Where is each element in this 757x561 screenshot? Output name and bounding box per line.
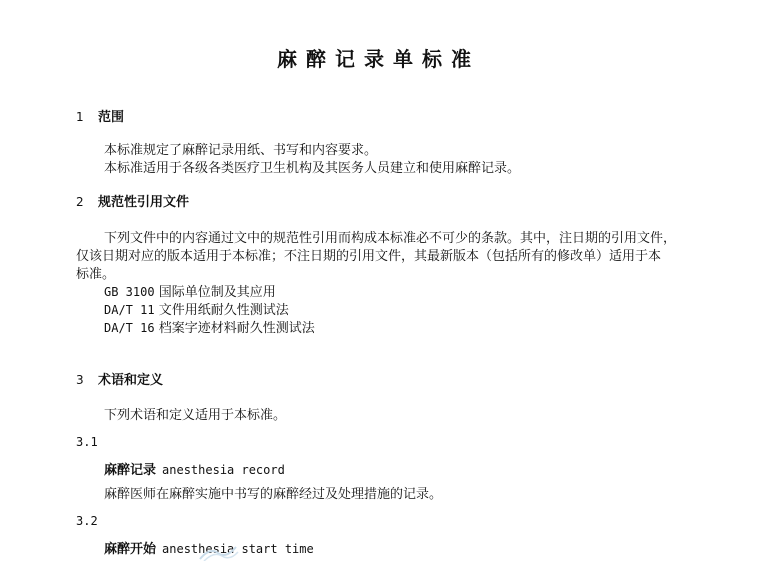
section-number: 2 [76,195,84,209]
term-heading [104,461,285,477]
watermark-logo-icon [196,541,240,561]
normative-para-line-2: 仅该日期对应的版本适用于本标准；不注日期的引用文件，其最新版本（包括所有的修改单）适用于本 [76,249,662,264]
term-chinese: 麻醉记录 [104,463,157,478]
section-title: 术语和定义 [98,373,164,388]
reference-item [104,322,315,335]
scope-line-1: 本标准规定了麻醉记录用纸、书写和内容要求。 [104,143,378,158]
reference-title: 档案字迹材料耐久性测试法 [158,321,315,336]
section-number: 1 [76,110,84,124]
reference-item [104,304,289,317]
document-title: 麻醉记录单标准 [277,47,480,71]
term-english: anesthesia record [162,463,285,477]
section-1-heading [76,111,124,124]
section-number: 3 [76,373,84,387]
terms-intro: 下列术语和定义适用于本标准。 [104,408,287,423]
term-number: 3.1 [76,435,98,449]
reference-item [104,286,276,299]
reference-title: 国际单位制及其应用 [158,285,276,300]
section-title: 规范性引用文件 [98,195,190,210]
section-title: 范围 [98,110,125,125]
term-number: 3.2 [76,514,98,528]
normative-para-line-3: 标准。 [76,267,116,282]
term-chinese: 麻醉开始 [104,542,157,557]
section-3-heading [76,374,163,387]
reference-title: 文件用纸耐久性测试法 [158,303,289,318]
reference-code: DA/T 16 [104,321,155,335]
scope-line-2: 本标准适用于各级各类医疗卫生机构及其医务人员建立和使用麻醉记录。 [104,161,521,176]
term-english: anesthesia start time [162,542,314,556]
term-definition: 麻醉医师在麻醉实施中书写的麻醉经过及处理措施的记录。 [104,487,443,502]
reference-code: GB 3100 [104,285,155,299]
normative-para-line-1: 下列文件中的内容通过文中的规范性引用而构成本标准必不可少的条款。其中，注日期的引用文件， [104,231,677,246]
reference-code: DA/T 11 [104,303,155,317]
section-2-heading [76,196,189,209]
